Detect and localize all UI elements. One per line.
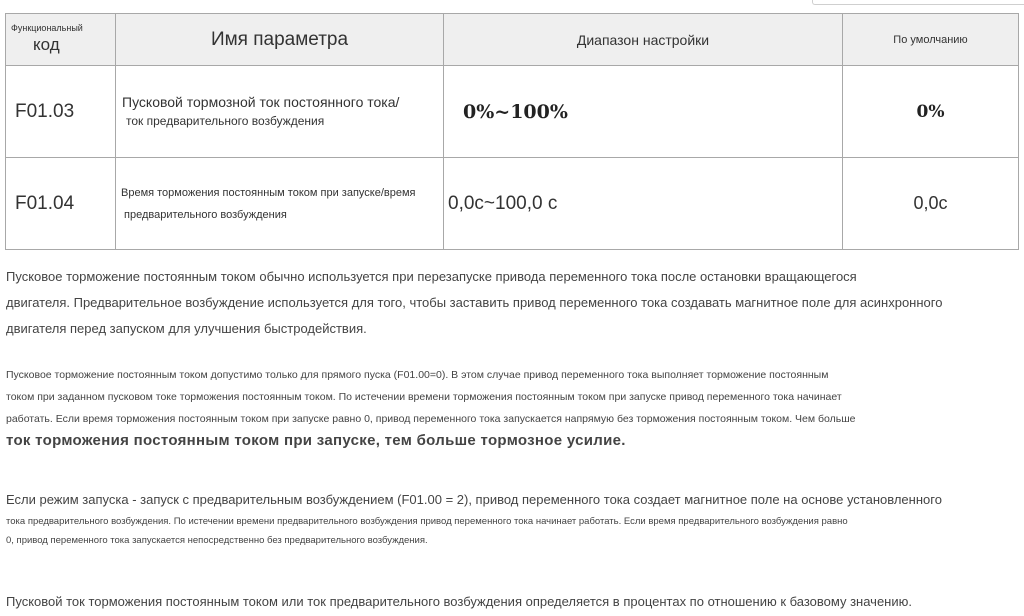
header-default: По умолчанию (843, 14, 1019, 66)
row-code: F01.04 (6, 158, 116, 250)
paragraph-line: двигателя перед запуском для улучшения быстродействия. (6, 321, 367, 336)
header-name: Имя параметра (116, 14, 444, 66)
paragraph-pre-excitation (6, 488, 942, 550)
header-code-small: Функциональный (11, 23, 83, 33)
row-name (116, 66, 444, 158)
paragraph-dc-braking-usage (6, 264, 942, 342)
row-range: 0%~100% (444, 66, 843, 158)
table-row (6, 66, 1019, 158)
paragraph-line: Если режим запуска - запуск с предварительным возбуждением (F01.00 = 2), привод переменного тока создает магнитное поле на основе установленного (6, 492, 942, 507)
row-name-line1: Время торможения постоянным током при запуске/время (121, 186, 416, 199)
row-name-line1: Пусковой тормозной ток постоянного тока/ (122, 93, 400, 110)
row-range: 0,0с~100,0 с (444, 158, 843, 250)
header-range: Диапазон настройки (444, 14, 843, 66)
table-header-row (6, 14, 1019, 66)
paragraph-line: Пусковое торможение постоянным током обычно используется при перезапуске привода переменного тока после остановки вращающегося (6, 269, 857, 284)
row-code: F01.03 (6, 66, 116, 158)
paragraph-line: тока предварительного возбуждения. По истечении времени предварительного возбуждения привод переменного тока начинает работать. Если время предварительного возбуждения равно (6, 516, 848, 527)
header-code-big: код (33, 35, 60, 54)
paragraph-direct-start (6, 364, 856, 452)
corner-mark (812, 0, 1024, 5)
paragraph-line: двигателя. Предварительное возбуждение используется для того, чтобы заставить привод переменного тока создавать магнитное поле для асинхронного (6, 295, 943, 310)
parameter-table (5, 13, 1019, 250)
paragraph-line: работать. Если время торможения постоянным током при запуске равно 0, привод переменного тока запускается напрямую без торможения постоянным током. Чем больше (6, 413, 856, 425)
table-row (6, 158, 1019, 250)
paragraph-line: 0, привод переменного тока запускается непосредственно без предварительного возбуждения. (6, 535, 428, 546)
row-name-line2: предварительного возбуждения (124, 208, 287, 221)
paragraph-line: Пусковой ток торможения постоянным током или ток предварительного возбуждения определяется в процентах по отношению к базовому значению. (6, 594, 912, 609)
paragraph-line: Пусковое торможение постоянным током допустимо только для прямого пуска (F01.00=0). В этом случае привод переменного тока выполняет торможение постоянным (6, 369, 829, 381)
paragraph-base-value (6, 590, 912, 614)
row-default: 0% (843, 66, 1019, 158)
row-name (116, 158, 444, 250)
row-name-line2: ток предварительного возбуждения (126, 113, 325, 128)
row-default: 0,0с (843, 158, 1019, 250)
paragraph-line: током при заданном пусковом токе торможения постоянным током. По истечении времени торможения постоянным током при запуске привод переменного тока начинает (6, 391, 842, 403)
paragraph-emphasis-line: ток торможения постоянным током при запуске, тем больше тормозное усилие. (6, 432, 626, 449)
header-code (6, 14, 116, 66)
